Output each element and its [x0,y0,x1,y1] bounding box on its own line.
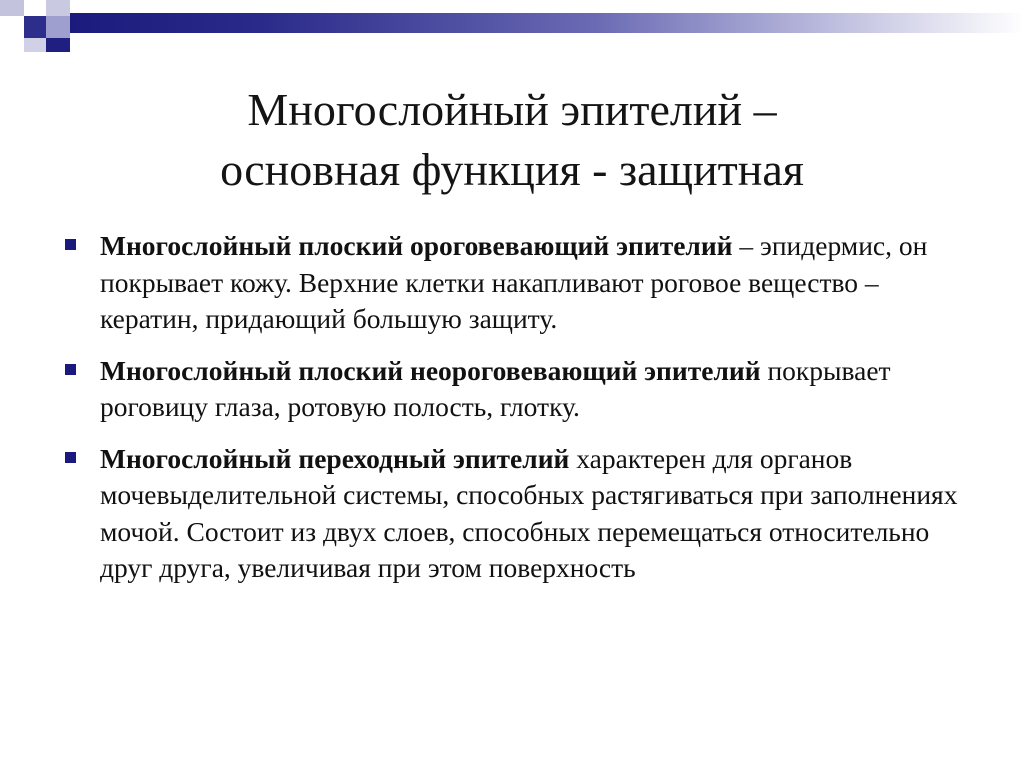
bullet-list [62,228,962,602]
bullet-item [62,228,962,338]
decorative-square [46,38,70,52]
square-bullet-icon [65,452,76,463]
header-gradient-bar [70,13,1024,33]
decorative-square [24,38,46,52]
bullet-text: характерен для органов мочевыделительной системы, способных растягиваться при заполнениях мочой. Состоит из двух слоев, способных перемещаться относительно друг друга, увеличивая при этом поверхность [100,442,958,583]
bullet-item [62,353,962,426]
decorative-square [46,0,70,16]
square-bullet-icon [65,364,76,375]
bullet-bold-term: Многослойный переходный эпителий [100,442,570,474]
bullet-item [62,441,962,587]
decorative-square [0,0,24,16]
square-bullet-icon [65,239,76,250]
decorative-square [24,16,46,38]
slide-title-line-2: основная функция - защитная [220,144,804,195]
decorative-square [24,0,46,16]
decorative-square [46,16,70,38]
bullet-bold-term: Многослойный плоский неороговевающий эпителий [100,354,761,386]
bullet-bold-term: Многослойный плоский ороговевающий эпителий [100,230,733,261]
bullet-text: – эпидермис, он покрывает кожу. Верхние клетки накапливают роговое вещество – кератин, придающий большую защиту. [100,230,928,334]
bullet-text: покрывает роговицу глаза, ротовую полость, глотку. [100,354,891,422]
slide-title-line-1: Многослойный эпителий – [247,84,777,135]
slide-title [100,80,924,200]
